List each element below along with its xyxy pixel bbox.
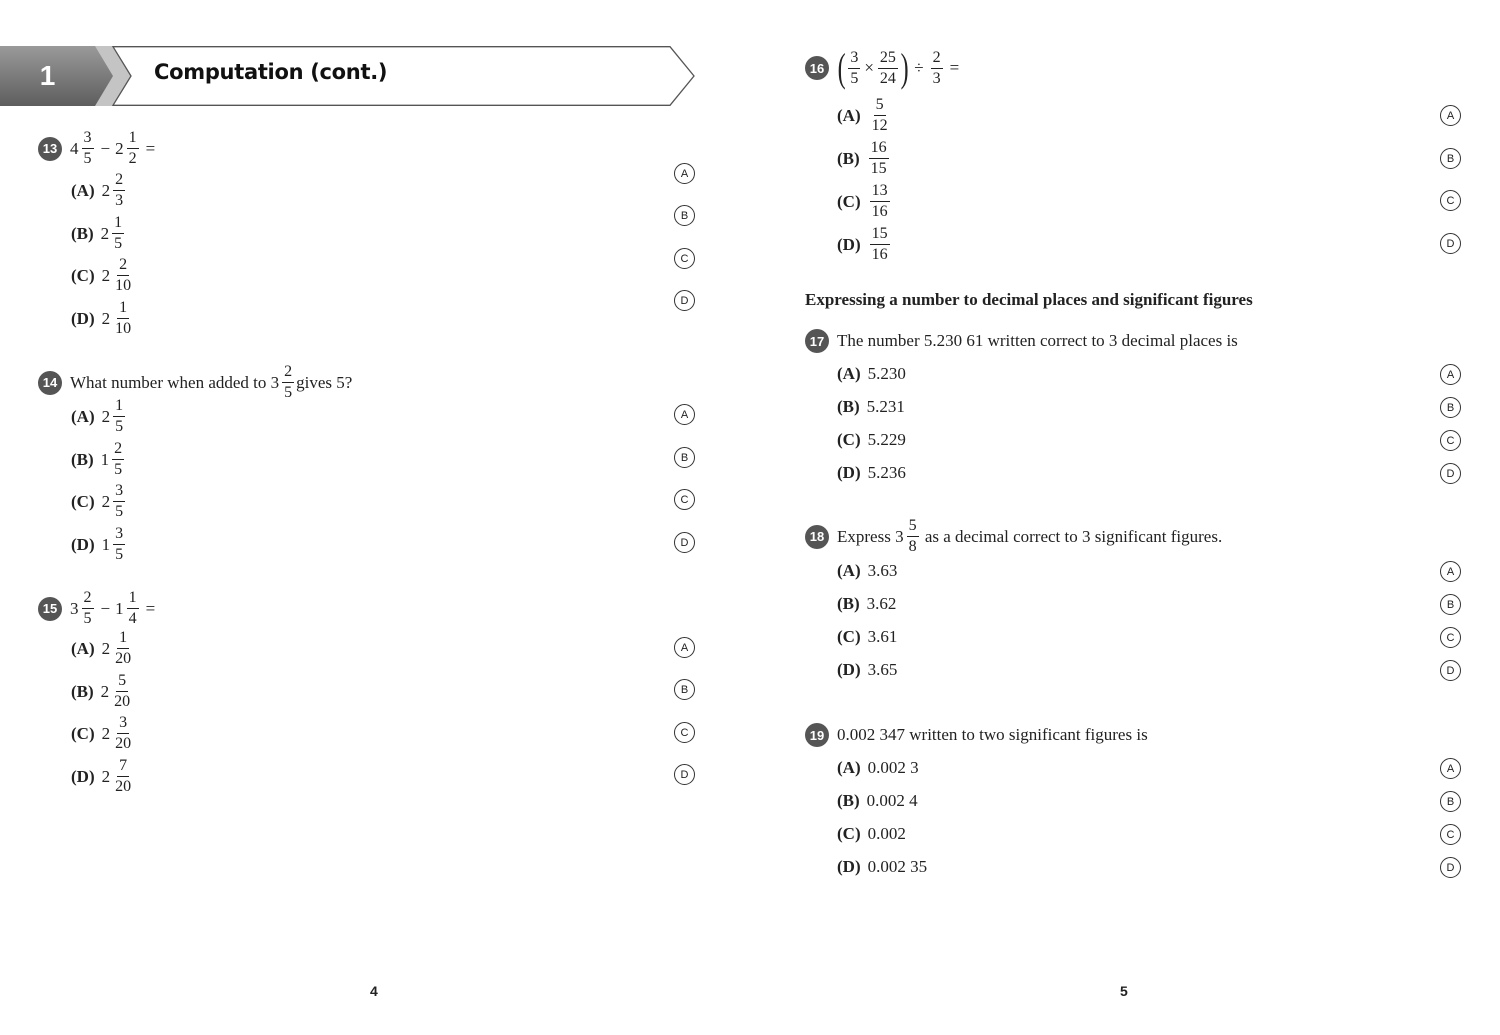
option-a: (A) 5.230	[837, 364, 906, 383]
answer-bubble-a[interactable]: A	[1440, 364, 1461, 385]
answer-bubble-b[interactable]: B	[1440, 594, 1461, 615]
option-a: (A) 2 $\frac{1}{5}$	[71, 397, 124, 435]
option-a: (A) $\frac{5}{12}$	[837, 96, 888, 134]
option-c: (C) 5.229	[837, 430, 906, 449]
option-c: (C) 3.61	[837, 627, 898, 646]
whole-number: 3	[895, 526, 904, 546]
equals: =	[145, 138, 156, 158]
answer-bubble-c[interactable]: C	[674, 248, 695, 269]
fraction: $\frac{5}{8}$	[908, 517, 917, 555]
whole-number: 3	[270, 372, 280, 392]
option-a: (A) 0.002 3	[837, 758, 919, 777]
answer-bubble-a[interactable]: A	[1440, 105, 1461, 126]
question-17	[805, 329, 1238, 353]
option-b: (B) 1 $\frac{2}{5}$	[71, 440, 123, 478]
option-a: (A) 2 $\frac{1}{20}$	[71, 629, 132, 667]
option-d: (D) 0.002 35	[837, 857, 928, 876]
question-number: 15	[38, 597, 62, 621]
page-number-right: 5	[1120, 983, 1128, 999]
answer-bubble-b[interactable]: B	[674, 205, 695, 226]
fraction: $\frac{2}{3}$	[932, 48, 941, 87]
option-c: (C) $\frac{13}{16}$	[837, 182, 888, 220]
fraction: $\frac{3}{5}$	[850, 48, 859, 87]
option-c: (C) 2 $\frac{3}{20}$	[71, 714, 132, 752]
fraction: $\frac{2}{5}$	[83, 589, 92, 627]
option-b: (B) 5.231	[837, 397, 905, 416]
open-parenthesis: (	[837, 45, 846, 90]
question-13	[38, 130, 160, 167]
question-number: 14	[38, 371, 62, 395]
option-c: (C) 2 $\frac{2}{10}$	[71, 256, 132, 294]
option-d: (D) $\frac{15}{16}$	[837, 225, 888, 263]
answer-bubble-a[interactable]: A	[674, 404, 695, 425]
question-number: 13	[38, 137, 62, 161]
operator: −	[100, 598, 111, 618]
answer-bubble-d[interactable]: D	[1440, 857, 1461, 878]
page-number-left: 4	[370, 983, 378, 999]
option-a: (A) 2 $\frac{2}{3}$	[71, 171, 124, 209]
fraction: $\frac{1}{2}$	[128, 129, 137, 167]
option-b: (B) 2 $\frac{1}{5}$	[71, 214, 123, 252]
answer-bubble-c[interactable]: C	[1440, 190, 1461, 211]
fraction: $\frac{2}{5}$	[284, 363, 293, 401]
whole-number: 1	[115, 598, 124, 618]
question-text: as a decimal correct to 3 significant figures.	[924, 526, 1223, 546]
chapter-banner	[0, 46, 700, 106]
question-number: 18	[805, 525, 829, 549]
option-d: (D) 2 $\frac{7}{20}$	[71, 757, 132, 795]
option-d: (D) 3.65	[837, 660, 898, 679]
question-number: 16	[805, 56, 829, 80]
question-text: 0.002 347 written to two significant figures is	[837, 725, 1148, 744]
answer-bubble-a[interactable]: A	[674, 163, 695, 184]
answer-bubble-b[interactable]: B	[674, 679, 695, 700]
equals: =	[949, 58, 960, 77]
option-b: (B) 3.62	[837, 594, 897, 613]
question-16	[805, 45, 964, 90]
equals: =	[145, 598, 156, 618]
option-d: (D) 1 $\frac{3}{5}$	[71, 525, 124, 563]
question-14	[38, 364, 352, 401]
option-c: (C) 2 $\frac{3}{5}$	[71, 482, 124, 520]
answer-bubble-d[interactable]: D	[1440, 660, 1461, 681]
option-d: (D) 2 $\frac{1}{10}$	[71, 299, 132, 337]
answer-bubble-c[interactable]: C	[1440, 824, 1461, 845]
answer-bubble-c[interactable]: C	[674, 489, 695, 510]
answer-bubble-b[interactable]: B	[1440, 148, 1461, 169]
fraction: $\frac{3}{5}$	[83, 129, 92, 167]
option-b: (B) 0.002 4	[837, 791, 918, 810]
answer-bubble-d[interactable]: D	[674, 532, 695, 553]
chapter-title: Computation (cont.)	[154, 60, 388, 84]
question-number: 17	[805, 329, 829, 353]
question-15	[38, 590, 160, 627]
option-d: (D) 5.236	[837, 463, 906, 482]
fraction: $\frac{1}{4}$	[128, 589, 137, 627]
whole-number: 2	[115, 138, 124, 158]
answer-bubble-c[interactable]: C	[1440, 627, 1461, 648]
answer-bubble-b[interactable]: B	[1440, 397, 1461, 418]
answer-bubble-a[interactable]: A	[1440, 561, 1461, 582]
question-text: Express	[837, 526, 891, 546]
question-text: What number when added to	[70, 372, 267, 392]
answer-bubble-b[interactable]: B	[674, 447, 695, 468]
section-heading: Expressing a number to decimal places and significant figures	[805, 290, 1253, 309]
operator: ÷	[914, 58, 924, 77]
operator: ×	[864, 58, 874, 77]
question-19	[805, 723, 1148, 747]
answer-bubble-d[interactable]: D	[674, 290, 695, 311]
option-a: (A) 3.63	[837, 561, 898, 580]
question-18	[805, 518, 1222, 555]
answer-bubble-a[interactable]: A	[1440, 758, 1461, 779]
whole-number: 4	[70, 138, 79, 158]
close-parenthesis: )	[900, 45, 909, 90]
fraction: $\frac{25}{24}$	[879, 48, 896, 87]
option-b: (B) $\frac{16}{15}$	[837, 139, 887, 177]
answer-bubble-b[interactable]: B	[1440, 791, 1461, 812]
option-c: (C) 0.002	[837, 824, 906, 843]
answer-bubble-d[interactable]: D	[1440, 463, 1461, 484]
answer-bubble-d[interactable]: D	[674, 764, 695, 785]
question-number: 19	[805, 723, 829, 747]
answer-bubble-a[interactable]: A	[674, 637, 695, 658]
option-b: (B) 2 $\frac{5}{20}$	[71, 672, 131, 710]
answer-bubble-c[interactable]: C	[674, 722, 695, 743]
answer-bubble-c[interactable]: C	[1440, 430, 1461, 451]
whole-number: 3	[70, 598, 79, 618]
operator: −	[100, 138, 111, 158]
question-text: gives 5?	[296, 372, 353, 392]
question-text: The number 5.230 61 written correct to 3 decimal places is	[837, 331, 1238, 350]
answer-bubble-d[interactable]: D	[1440, 233, 1461, 254]
chapter-number: 1	[39, 60, 56, 91]
